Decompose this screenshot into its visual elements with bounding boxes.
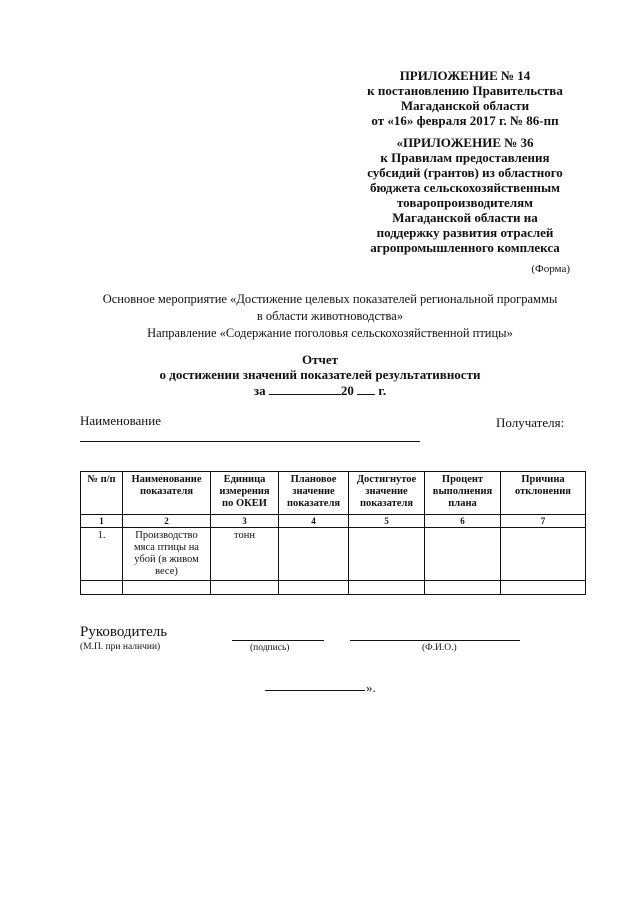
table-row xyxy=(81,581,586,595)
period-suffix: г. xyxy=(378,383,387,398)
fio-line[interactable] xyxy=(350,640,520,641)
appendix-36-line: субсидий (грантов) из областного xyxy=(367,165,563,180)
appendix-14-line: к постановлению Правительства xyxy=(367,83,563,98)
table-number-row xyxy=(81,515,586,528)
table-cell[interactable] xyxy=(501,528,586,581)
header-cell: № п/п xyxy=(81,472,123,515)
intro-line: Основное мероприятие «Достижение целевых показателей региональной программы xyxy=(102,292,558,306)
table-cell[interactable] xyxy=(211,581,279,595)
table-cell[interactable] xyxy=(425,528,501,581)
form-label: (Форма) xyxy=(531,263,570,275)
fio-note: (Ф.И.О.) xyxy=(422,643,457,653)
period-year: 20 xyxy=(340,383,354,398)
table-cell: 1. xyxy=(81,528,123,581)
appendix-14-line: ПРИЛОЖЕНИЕ № 14 xyxy=(399,68,531,83)
year-blank[interactable] xyxy=(357,382,375,395)
stamp-note: (М.П. при наличии) xyxy=(80,642,161,652)
signature-line[interactable] xyxy=(232,640,324,641)
report-title: Отчет xyxy=(302,352,338,367)
column-number: 4 xyxy=(279,515,349,528)
report-period xyxy=(100,382,540,398)
signature-note: (подпись) xyxy=(250,643,290,653)
header-cell: Наименование показателя xyxy=(123,472,211,515)
indicators-table xyxy=(80,471,586,595)
table-cell[interactable] xyxy=(425,581,501,595)
header-cell: Единица измерения по ОКЕИ xyxy=(211,472,279,515)
appendix-36-header xyxy=(360,135,570,255)
table-cell[interactable] xyxy=(81,581,123,595)
column-number: 1 xyxy=(81,515,123,528)
column-number: 2 xyxy=(123,515,211,528)
column-number: 7 xyxy=(501,515,586,528)
appendix-36-line: Магаданской области на xyxy=(392,210,538,225)
table-header-row xyxy=(81,472,586,515)
appendix-36-line: бюджета сельскохозяйственным xyxy=(370,180,560,195)
intro-line: Направление «Содержание поголовья сельскохозяйственной птицы» xyxy=(147,326,513,340)
column-number: 6 xyxy=(425,515,501,528)
table-row xyxy=(81,528,586,581)
header-cell: Процент выполнения плана xyxy=(425,472,501,515)
table-cell[interactable] xyxy=(123,581,211,595)
table-cell[interactable] xyxy=(279,528,349,581)
period-blank[interactable] xyxy=(269,382,341,395)
closing-line[interactable] xyxy=(265,690,365,691)
appendix-36-line: товаропроизводителям xyxy=(396,195,534,210)
intro-line: в области животноводства» xyxy=(256,309,404,323)
appendix-36-line: «ПРИЛОЖЕНИЕ № 36 xyxy=(396,135,534,150)
recipient-name-line[interactable] xyxy=(80,441,420,442)
appendix-36-line: агропромышленного комплекса xyxy=(370,240,560,255)
table-cell: Производство мяса птицы на убой (в живом весе) xyxy=(123,528,211,581)
intro-text xyxy=(60,291,600,342)
head-label: Руководитель xyxy=(80,624,168,640)
appendix-14-line: Магаданской области xyxy=(400,98,530,113)
column-number: 3 xyxy=(211,515,279,528)
appendix-36-line: к Правилам предоставления xyxy=(380,150,550,165)
name-label: Наименование xyxy=(80,413,161,428)
table-cell[interactable] xyxy=(279,581,349,595)
report-subtitle: о достижении значений показателей результативности xyxy=(159,367,481,382)
table-cell[interactable] xyxy=(349,581,425,595)
closing-quote: ». xyxy=(366,680,376,695)
header-cell: Причина отклонения xyxy=(501,472,586,515)
report-title-block xyxy=(100,352,540,398)
header-cell: Достигнутое значение показателя xyxy=(349,472,425,515)
table-cell[interactable] xyxy=(501,581,586,595)
appendix-36-line: поддержку развития отраслей xyxy=(376,225,554,240)
table-cell[interactable] xyxy=(349,528,425,581)
header-cell: Плановое значение показателя xyxy=(279,472,349,515)
appendix-14-header xyxy=(360,68,570,128)
period-prefix: за xyxy=(253,383,266,398)
table-cell: тонн xyxy=(211,528,279,581)
column-number: 5 xyxy=(349,515,425,528)
appendix-14-line: от «16» февраля 2017 г. № 86-пп xyxy=(371,113,559,128)
recipient-label: Получателя: xyxy=(496,415,565,430)
